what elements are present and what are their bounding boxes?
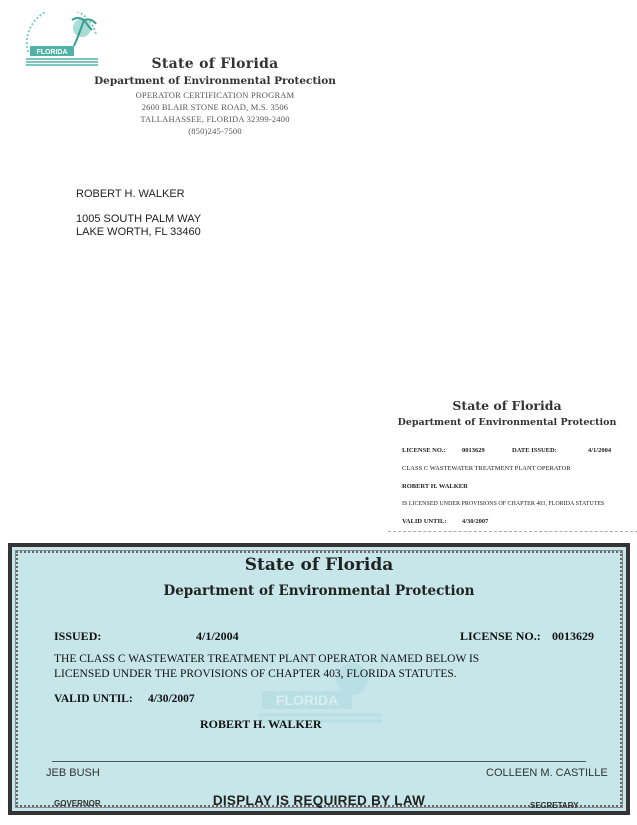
- wallet-department: Department of Environmental Protection: [397, 417, 617, 428]
- certificate-issued-date: 4/1/2004: [196, 629, 239, 643]
- letterhead: [60, 56, 370, 137]
- recipient-name: ROBERT H. WALKER: [76, 188, 185, 200]
- certificate-valid-date: 4/30/2007: [148, 693, 195, 705]
- recipient-street: 1005 SOUTH PALM WAY: [76, 213, 202, 225]
- letterhead-address1: 2600 BLAIR STONE ROAD, M.S. 3506: [141, 102, 289, 112]
- wallet-valid-label: VALID UNTIL:: [402, 518, 447, 525]
- wallet-card: [392, 392, 622, 532]
- wallet-provisions: IS LICENSED UNDER PROVISIONS OF CHAPTER 403, FLORIDA STATUTES: [402, 501, 605, 507]
- certificate-license-label: LICENSE NO.:: [460, 629, 541, 643]
- letterhead-phone: (850)245-7500: [188, 126, 242, 136]
- certificate-holder-name: ROBERT H. WALKER: [200, 717, 322, 731]
- certificate-body-line1: THE CLASS C WASTEWATER TREATMENT PLANT OPERATOR NAMED BELOW IS: [54, 653, 480, 665]
- recipient-address: [76, 188, 201, 239]
- letterhead-address2: TALLAHASSEE, FLORIDA 32399-2400: [140, 114, 290, 124]
- letterhead-program: OPERATOR CERTIFICATION PROGRAM: [135, 90, 295, 100]
- wallet-license-label: LICENSE NO.:: [402, 447, 446, 454]
- certificate-valid-label: VALID UNTIL:: [54, 693, 133, 705]
- letterhead-state: State of Florida: [151, 56, 279, 72]
- signature-line: [52, 761, 586, 762]
- wallet-date: 4/1/2004: [588, 447, 612, 454]
- governor-name: JEB BUSH: [46, 767, 100, 779]
- letterhead-department: Department of Environmental Protection: [94, 75, 336, 87]
- wallet-license-no: 0013629: [462, 447, 485, 454]
- watermark-text: FLORIDA: [275, 692, 339, 708]
- secretary-title: SECRETARY: [530, 801, 579, 810]
- recipient-city: LAKE WORTH, FL 33460: [76, 226, 201, 238]
- wallet-class: CLASS C WASTEWATER TREATMENT PLANT OPERATOR: [402, 465, 571, 472]
- license-certificate: [8, 543, 630, 815]
- certificate-department: Department of Environmental Protection: [163, 583, 475, 599]
- secretary-name: COLLEEN M. CASTILLE: [486, 767, 608, 779]
- certificate-body-line2: LICENSED UNDER THE PROVISIONS OF CHAPTER 403, FLORIDA STATUTES.: [54, 668, 457, 680]
- display-required-notice: DISPLAY IS REQUIRED BY LAW: [212, 793, 426, 808]
- wallet-valid: 4/30/2007: [462, 518, 489, 525]
- governor-title: GOVERNOR: [54, 799, 101, 808]
- logo-text: FLORIDA: [36, 49, 68, 56]
- certificate-state: State of Florida: [244, 555, 394, 575]
- wallet-state: State of Florida: [452, 398, 562, 413]
- wallet-date-label: DATE ISSUED:: [512, 447, 557, 454]
- certificate-license-no: 0013629: [552, 629, 594, 643]
- certificate-issued-label: ISSUED:: [54, 629, 102, 643]
- wallet-name: ROBERT H. WALKER: [402, 483, 468, 490]
